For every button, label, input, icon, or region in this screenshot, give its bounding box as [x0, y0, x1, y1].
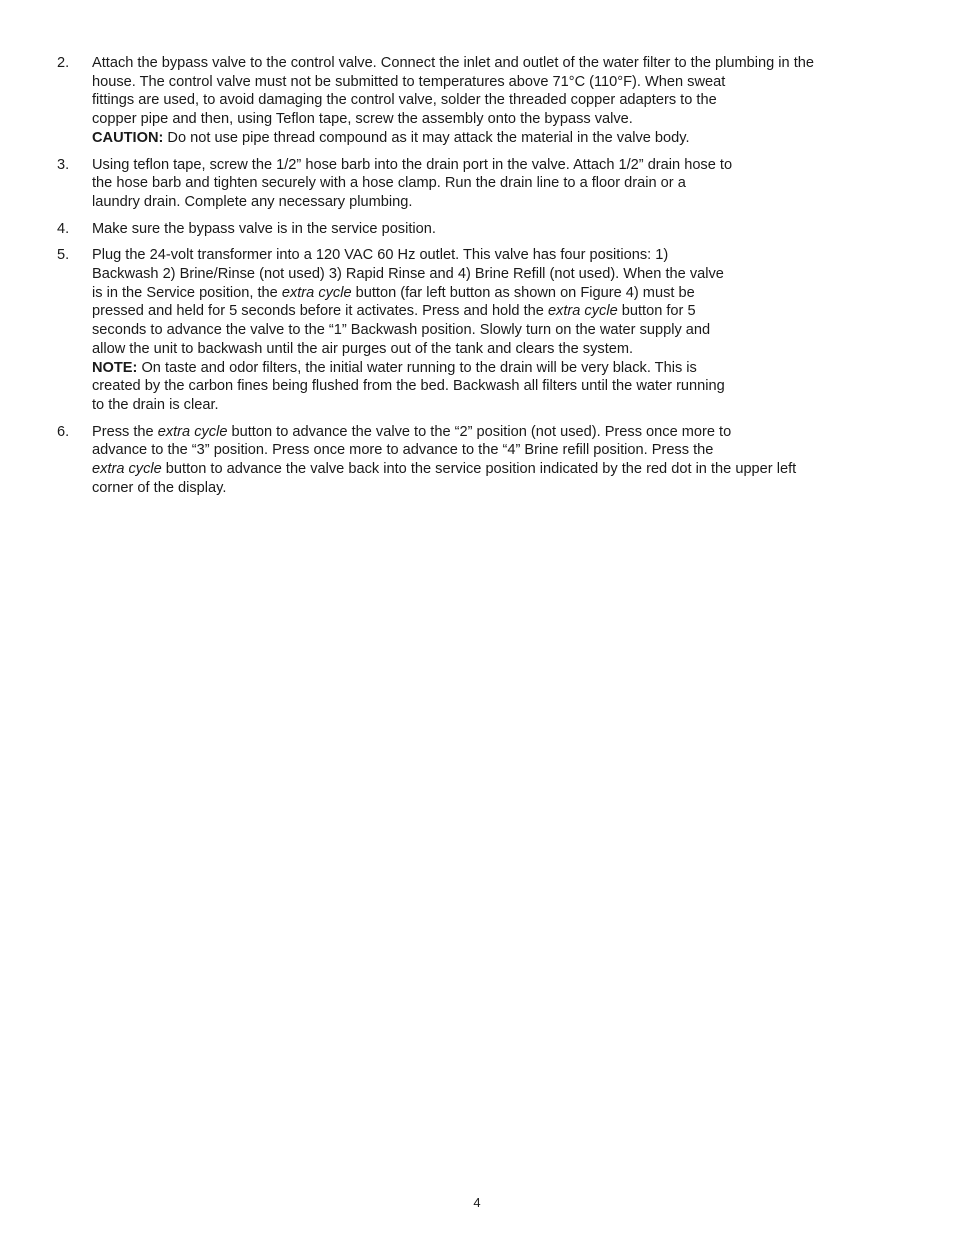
- text-segment: button to advance the valve back into the service position indicated by the red dot in the upper left: [161, 461, 797, 478]
- text-line: [92, 340, 887, 359]
- text-line: [92, 220, 887, 239]
- text-segment: Using teflon tape, screw the 1/2” hose barb into the drain port in the valve. Attach 1/2” drain hose to: [92, 156, 733, 173]
- text-line: [92, 265, 887, 284]
- text-segment: Backwash 2) Brine/Rinse (not used) 3) Rapid Rinse and 4) Brine Refill (not used). When the valve: [92, 266, 724, 283]
- text-segment: button to advance the valve to the “2” position (not used). Press once more to: [227, 423, 732, 440]
- text-line: [92, 73, 887, 92]
- text-line: [92, 129, 887, 148]
- step-number: 6.: [57, 423, 70, 440]
- button-name-reference: extra cycle: [547, 303, 618, 320]
- text-line: [92, 156, 887, 175]
- instruction-step: [57, 423, 887, 498]
- text-segment: the hose barb and tighten securely with a hose clamp. Run the drain line to a floor drain or a: [92, 175, 686, 192]
- text-segment: to the drain is clear.: [92, 396, 219, 413]
- text-line: [92, 479, 887, 498]
- text-segment: is in the Service position, the: [92, 284, 282, 301]
- text-line: [92, 377, 887, 396]
- text-line: [92, 246, 887, 265]
- emphasis-label: NOTE:: [92, 359, 138, 376]
- text-segment: Plug the 24-volt transformer into a 120 VAC 60 Hz outlet. This valve has four positions: 1): [92, 247, 669, 264]
- step-number: 2.: [57, 55, 70, 71]
- step-text: [92, 246, 887, 414]
- text-segment: seconds to advance the valve to the “1” Backwash position. Slowly turn on the water supply and: [92, 322, 711, 339]
- text-line: [92, 460, 887, 479]
- instruction-step: [57, 156, 887, 212]
- text-segment: created by the carbon fines being flushed from the bed. Backwash all filters until the water running: [92, 378, 725, 395]
- text-line: [92, 441, 887, 460]
- text-line: [92, 91, 887, 110]
- text-line: [92, 110, 887, 129]
- text-line: [92, 284, 887, 303]
- button-name-reference: extra cycle: [92, 461, 162, 478]
- button-name-reference: extra cycle: [281, 284, 352, 301]
- text-segment: On taste and odor filters, the initial water running to the drain will be very black. This is: [137, 359, 697, 376]
- step-text: [92, 156, 887, 212]
- text-segment: Do not use pipe thread compound as it may attack the material in the valve body.: [163, 129, 690, 146]
- text-line: [92, 302, 887, 321]
- step-text: [92, 54, 887, 148]
- text-segment: corner of the display.: [92, 479, 227, 496]
- text-segment: house. The control valve must not be submitted to temperatures above 71°C (110°F). When sweat: [92, 73, 726, 90]
- text-segment: button for 5: [617, 303, 696, 320]
- step-number: 4.: [57, 220, 70, 237]
- step-number: 5.: [57, 247, 70, 264]
- step-number: 3.: [57, 156, 70, 173]
- button-name-reference: extra cycle: [157, 423, 228, 440]
- text-segment: laundry drain. Complete any necessary plumbing.: [92, 193, 413, 210]
- text-line: [92, 359, 887, 378]
- text-line: [92, 54, 887, 73]
- instruction-steps-list: [57, 54, 887, 505]
- text-segment: advance to the “3” position. Press once more to advance to the “4” Brine refill position. Press the: [92, 442, 714, 459]
- text-line: [92, 174, 887, 193]
- text-line: [92, 423, 887, 442]
- emphasis-label: CAUTION:: [92, 129, 164, 146]
- text-segment: Make sure the bypass valve is in the service position.: [92, 220, 436, 237]
- instruction-step: [57, 220, 887, 239]
- text-segment: Attach the bypass valve to the control valve. Connect the inlet and outlet of the water filter to the plumbing in the: [92, 55, 815, 71]
- text-segment: fittings are used, to avoid damaging the control valve, solder the threaded copper adapters to the: [92, 92, 717, 109]
- text-segment: Press the: [92, 423, 158, 440]
- text-segment: copper pipe and then, using Teflon tape, screw the assembly onto the bypass valve.: [92, 111, 633, 128]
- text-line: [92, 396, 887, 415]
- text-segment: allow the unit to backwash until the air purges out of the tank and clears the system.: [92, 340, 634, 357]
- page-number: 4: [473, 1195, 481, 1210]
- text-line: [92, 321, 887, 340]
- instruction-step: [57, 246, 887, 414]
- text-segment: button (far left button as shown on Figure 4) must be: [351, 284, 695, 301]
- text-segment: pressed and held for 5 seconds before it activates. Press and hold the: [92, 303, 548, 320]
- text-line: [92, 193, 887, 212]
- step-text: [92, 220, 887, 239]
- step-text: [92, 423, 887, 498]
- instruction-step: [57, 54, 887, 148]
